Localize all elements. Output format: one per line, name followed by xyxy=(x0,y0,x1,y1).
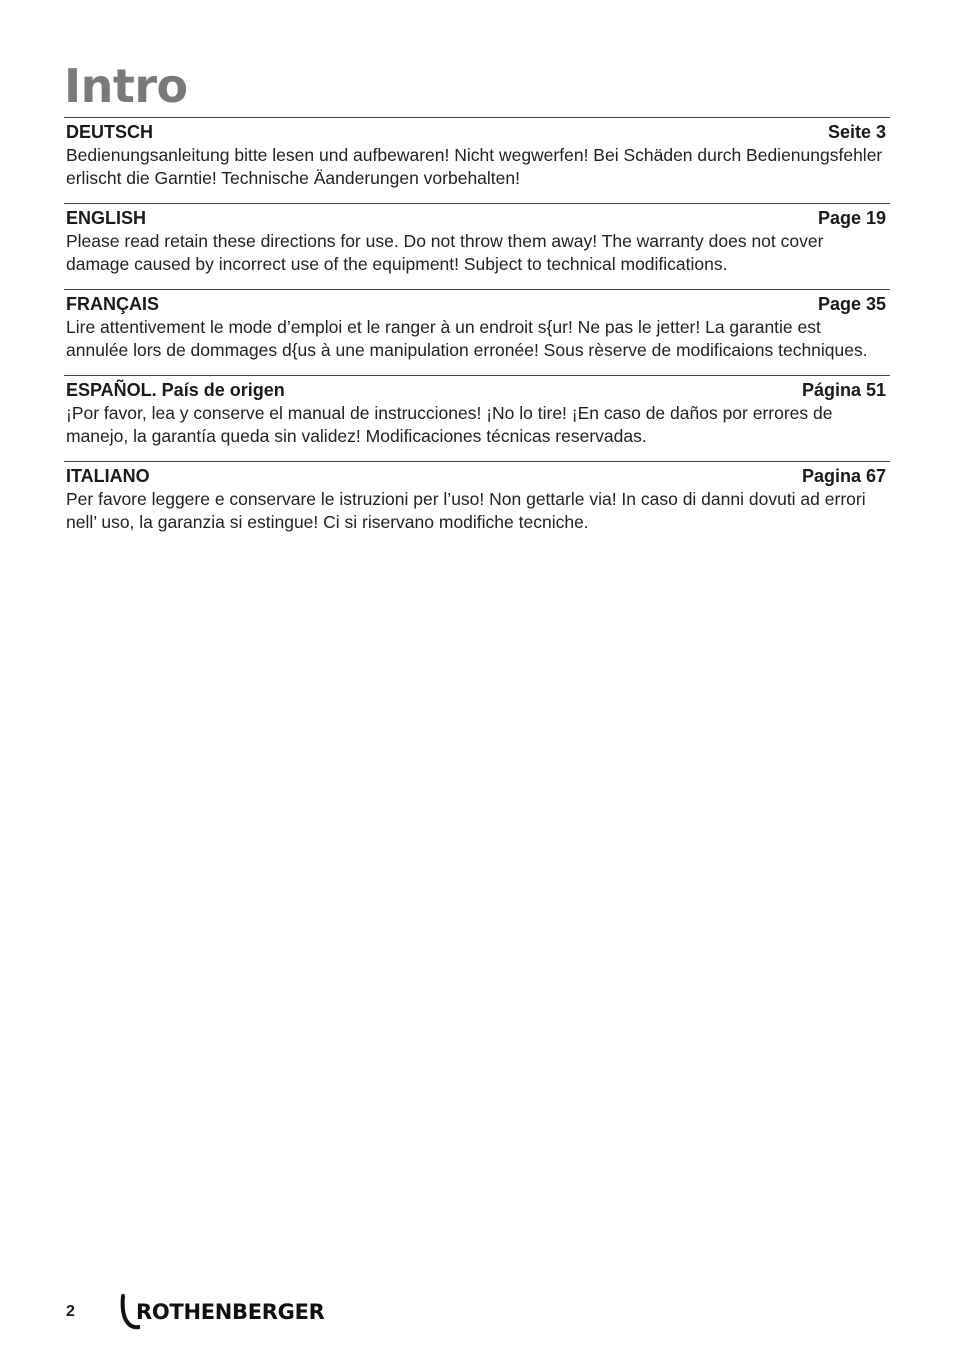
section-page-reference: Pagina 67 xyxy=(801,466,886,486)
section-page-reference: Página 51 xyxy=(801,380,886,400)
page-title: Intro xyxy=(64,59,188,113)
section-page-reference: Page 19 xyxy=(817,208,886,228)
section-header xyxy=(64,379,890,402)
page-footer xyxy=(66,1292,325,1332)
section-text: Please read retain these directions for use. Do not throw them away! The warranty does not cover damage caused by incorrect use of the equipment! Subject to technical modifications. xyxy=(66,231,824,274)
section-text: Bedienungsanleitung bitte lesen und aufbewaren! Nicht wegwerfen! Bei Schäden durch Bedienungsfehler erlischt die Garntie! Technische Äanderungen vorbehalten! xyxy=(66,145,883,188)
section-text: Lire attentivement le mode d’emploi et le ranger à un endroit s{ur! Ne pas le jetter! La garantie est annulée lors de dommages d{us à une manipulation erronée! Sous rèserve de modificaions techniques. xyxy=(66,317,868,360)
section-language: FRANÇAIS xyxy=(66,294,159,314)
section-text: Per favore leggere e conservare le istruzioni per l’uso! Non gettarle via! In caso di danni dovuti ad errori nell’ uso, la garanzia si estingue! Ci si riservano modifiche tecniche. xyxy=(66,489,866,532)
brand-name: ROTHENBERGER xyxy=(136,1300,325,1324)
section-page-reference: Seite 3 xyxy=(827,122,886,142)
section-header xyxy=(64,465,890,488)
section-header xyxy=(64,121,890,144)
section-text: ¡Por favor, lea y conserve el manual de instrucciones! ¡No lo tire! ¡En caso de daños por errores de manejo, la garantía queda sin validez! Modificaciones técnicas reservadas. xyxy=(66,403,833,446)
page-number: 2 xyxy=(66,1303,75,1320)
section-header xyxy=(64,207,890,230)
section-language: ENGLISH xyxy=(66,208,147,228)
section-italiano xyxy=(64,461,890,544)
section-header xyxy=(64,293,890,316)
section-language: ITALIANO xyxy=(66,466,150,486)
brand-logo xyxy=(118,1292,325,1332)
section-espanol xyxy=(64,375,890,458)
language-sections xyxy=(64,117,890,547)
section-english xyxy=(64,203,890,286)
section-page-reference: Page 35 xyxy=(817,294,886,314)
section-deutsch xyxy=(64,117,890,200)
section-language: DEUTSCH xyxy=(66,122,154,142)
section-francais xyxy=(64,289,890,372)
section-language: ESPAÑOL. País de origen xyxy=(66,380,285,400)
